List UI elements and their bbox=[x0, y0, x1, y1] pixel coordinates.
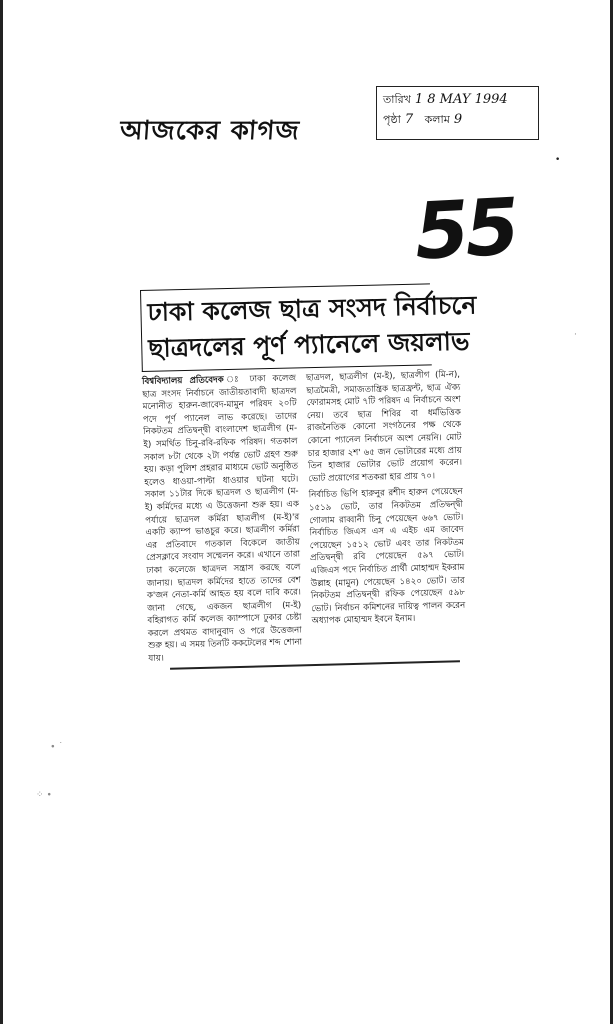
article-paragraph bbox=[142, 372, 303, 665]
scan-speck: ⁘ ∙ bbox=[36, 790, 53, 800]
article-text: ঃ ঢাকা কলেজ ছাত্র সংসদ নির্বাচনে জাতীয়তাবাদী ছাত্রদল মনোনীত হারুন-জাবেদ-মামুন পরিষদ ২০টি পদে পূর্ণ প্যানেল লাভ করেছে। তাদের নিকটতম প্রতিদ্বন্দ্বী বাংলাদেশ ছাত্রলীগ (ম-ই) সমর্থিত চিনু-রবি-রফিক পরিষদ। গতকাল সকাল ৮টা থেকে ২টা পর্যন্ত ভোট গ্রহণ শুরু হয়। কড়া পুলিশ প্রহরার মাধ্যমে ভোট অনুষ্ঠিত হলেও ধাওয়া-পাল্টা ধাওয়ার ঘটনা ঘটে। সকাল ১১টার দিকে ছাত্রদল ও ছাত্রলীগ (ম-ই) কর্মিদের মধ্যে এ উত্তেজনা শুরু হয়। এক পর্যায়ে ছাত্রদল কর্মিরা ছাত্রলীগ (ম-ই)'র একটি ক্যাম্প ভাঙচুর করে। ছাত্রলীগ কর্মিরা এর প্রতিবাদে গতকাল বিকেলে জাতীয় প্রেসক্লাবে সংবাদ সম্মেলন করে। এখানে তারা ঢাকা কলেজে ছাত্রদল সন্ত্রাস করছে বলে জানায়। ছাত্রদল কর্মিদের হাতে তাদের বেশ ক'জন নেতা-কর্মি আহত হয় বলে দাবি করে। জানা গেছে, একজন ছাত্রলীগ (ম-ই) বহিরাগত কর্মি কলেজ ক্যাম্পাসে ঢুকার চেষ্টা করলে প্রথমত বাদানুবাদ ও পরে উত্তেজনা শুরু হয়। এ সময় তিনটি ককটেলের শব্দ শোনা যায়। bbox=[142, 373, 303, 664]
stamp-date-row bbox=[383, 90, 532, 110]
stamp-column-label: কলাম bbox=[424, 113, 450, 126]
article-paragraph: নির্বাচিত ভিপি হারুনুর রশীদ হারুন পেয়েছেন ১৫১৯ ভোট, তার নিকটতম প্রতিদ্বন্দ্বী গোলাম রাব্বানী চিনু পেয়েছেন ৬৬৭ ভোট। নির্বাচিত জিএস এস এ এইচ এম জাবেদ পেয়েছেন ১৫১২ ভোট এবং তার নিকটতম প্রতিদ্বন্দ্বী রবি পেয়েছেন ৫৯৭ ভোট। এজিএস পদে নির্বাচিত প্রার্থী মোহাম্মদ ইকরাম উল্লাহ (মামুন) পেয়েছেন ১৪২০ ভোট। তার নিকটতম প্রতিদ্বন্দ্বী রফিক পেয়েছেন ৫৯৮ ভোট। নির্বাচন কমিশনের দায়িত্ব পালন করেন অধ্যাপক মোহাম্মদ ইবনে ইনাম। bbox=[308, 487, 466, 627]
archive-stamp bbox=[376, 86, 539, 140]
clip-number: 55 bbox=[412, 182, 518, 278]
stamp-date-label: তারিখ bbox=[383, 93, 411, 106]
newspaper-clipping bbox=[140, 283, 477, 690]
scan-edge-left bbox=[0, 0, 3, 1024]
newspaper-name: আজকের কাগজ bbox=[119, 116, 301, 146]
scan-speck: ∙ ˙ bbox=[50, 742, 63, 752]
stamp-date-value: 1 8 MAY 1994 bbox=[414, 92, 508, 107]
article-body bbox=[142, 369, 467, 670]
article-column-2 bbox=[306, 369, 467, 666]
headline-line-2: ছাত্রদলের পূর্ণ প্যানেলে জয়লাভ bbox=[147, 326, 470, 363]
scan-speck: · bbox=[574, 330, 577, 340]
scan-speck: • bbox=[555, 155, 561, 165]
article-byline: বিশ্ববিদ্যালয় প্রতিবেদক bbox=[141, 375, 224, 387]
stamp-page-label: পৃষ্ঠা bbox=[383, 113, 401, 126]
article-headline bbox=[140, 283, 477, 372]
article-paragraph: ছাত্রদল, ছাত্রলীগ (ম-ই), ছাত্রলীগ (মি-ন), ছাত্রমৈত্রী, সমাজতান্ত্রিক ছাত্রফ্রন্ট, ছাত্র ঐক্য ফোরামসহ মোট ৭টি পরিষদ এ নির্বাচনে অংশ নেয়। তবে ছাত্র শিবির বা ধর্মভিত্তিক রাজনৈতিক কোনো সংগঠনের পক্ষ থেকে কোনো প্যানেল নির্বাচনে অংশ নেয়নি। মোট চার হাজার ২শ' ৬৫ জন ভোটারের মধ্যে প্রায় তিন হাজার ভোটার ভোট প্রয়োগ করেন। ভোট প্রয়োগের শতকরা হার প্রায় ৭০। bbox=[305, 369, 463, 484]
stamp-page-row bbox=[383, 110, 532, 130]
stamp-column-value: 9 bbox=[453, 112, 463, 127]
headline-line-1: ঢাকা কলেজ ছাত্র সংসদ নির্বাচনে bbox=[147, 290, 477, 327]
article-column-1 bbox=[142, 372, 303, 669]
stamp-page-value: 7 bbox=[404, 112, 414, 127]
